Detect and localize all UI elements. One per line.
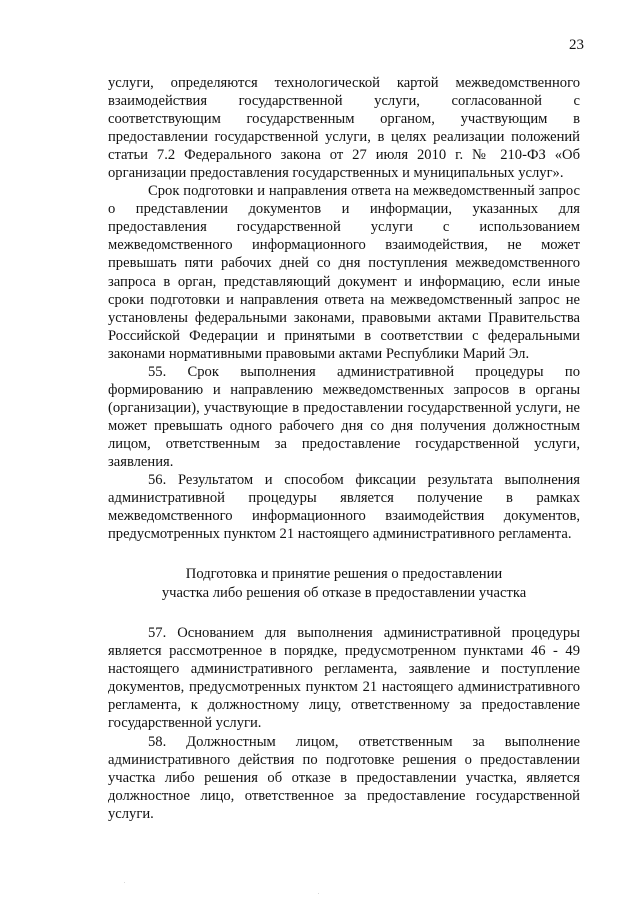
document-body [108,74,580,823]
paragraph-response-deadline: Срок подготовки и направления ответа на межведомственный запрос о представлении документов и информации, указанных для предоставления государственной услуги с использованием межведомственного информационного взаимодействия, не может превышать пяти рабочих дней со дня поступления межведомственного запроса в орган, представляющий документ и информацию, если иные сроки подготовки и направления ответа на межведомственный запрос не установлены федеральными законами, правовыми актами Правительства Российской Федерации и принятыми в соответствии с федеральными законами нормативными правовыми актами Республики Марий Эл. [108,183,580,362]
paragraph-clause-58: 58. Должностным лицом, ответственным за выполнение административного действия по подготовке решения о предоставлении участка либо решения об отказе в предоставлении участка, является должностное лицо, ответственное за предоставление государственной услуги. [108,733,580,822]
section-heading-line-2: участка либо решения об отказе в предоставлении участка [161,584,527,601]
paragraph-continuation: услуги, определяются технологической картой межведомственного взаимодействия государственной услуги, согласованной с соответствующим государственным органом, участвующим в предоставлении государственной услуги, в целях реализации положений статьи 7.2 Федерального закона от 27 июля 2010 г. № 210-ФЗ «Об организации предоставления государственных и муниципальных услуг». [108,75,580,182]
paragraph-clause-55: 55. Срок выполнения административной процедуры по формированию и направлению межведомственных запросов в органы (организации), участвующие в предоставлении государственной услуги, не может превышать одного рабочего дня со дня получения должностным лицом, ответственным за предоставление государственной услуги, заявления. [108,363,580,470]
page-number: 23 [569,37,584,53]
section-heading [108,565,580,602]
scan-dust-mark [318,893,319,894]
section-heading-line-1: Подготовка и принятие решения о предоставлении [185,566,503,583]
scan-dust-mark [124,882,125,883]
paragraph-clause-57: 57. Основанием для выполнения административной процедуры является рассмотренное в порядке, предусмотренном пунктами 46 - 49 настоящего административного регламента, заявление и поступление документов, предусмотренных пунктом 21 настоящего административного регламента, к должностному лицу, ответственному за предоставление государственной услуги. [108,625,580,732]
paragraph-clause-56: 56. Результатом и способом фиксации результата выполнения административной процедуры является получение в рамках межведомственного информационного взаимодействия документов, предусмотренных пунктом 21 настоящего административного регламента. [108,472,580,543]
